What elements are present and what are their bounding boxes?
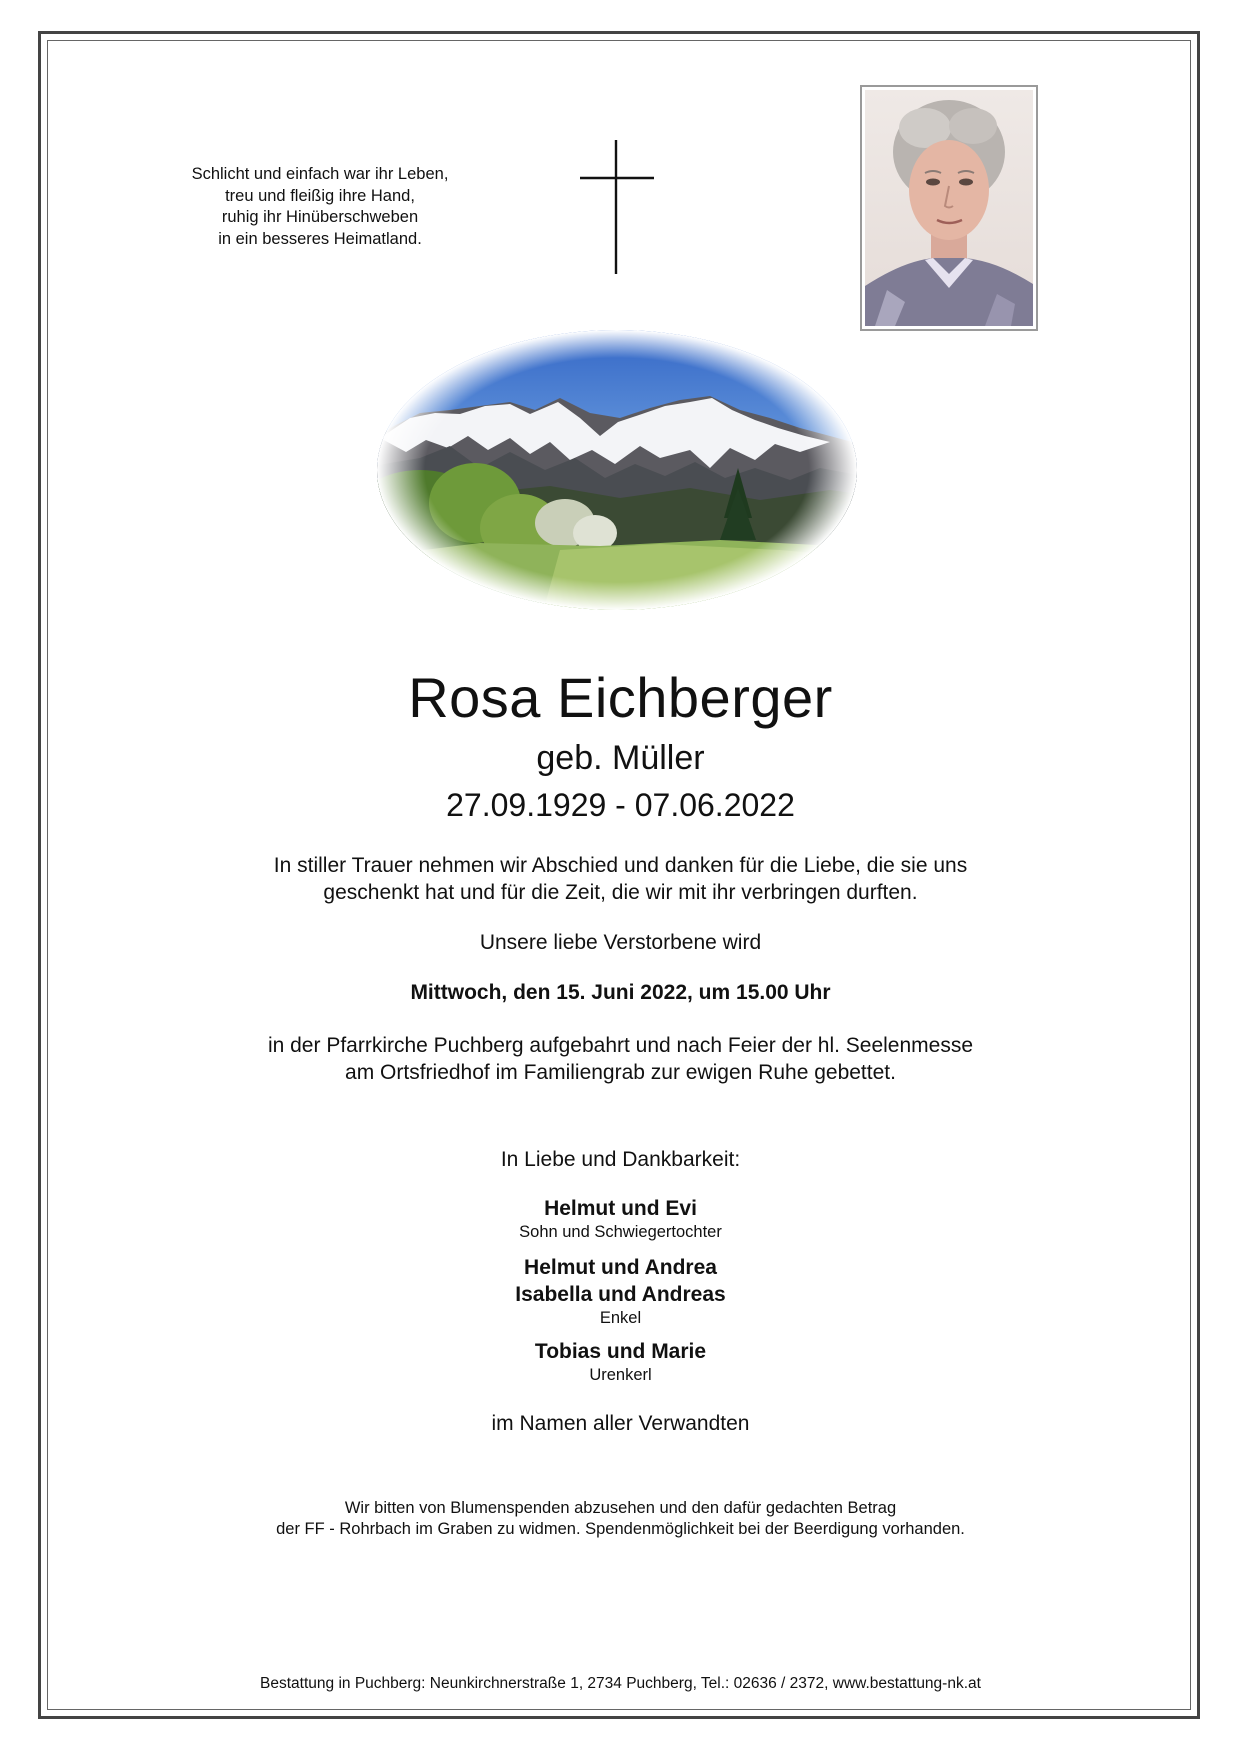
mourner-group <box>150 1338 1091 1385</box>
burial-line: am Ortsfriedhof im Familiengrab zur ewigen Ruhe gebettet. <box>345 1061 896 1084</box>
gratitude-heading: In Liebe und Dankbarkeit: <box>500 1148 741 1171</box>
mourner-group <box>150 1195 1091 1242</box>
portrait-photo <box>860 85 1038 331</box>
donation-request <box>150 1498 1091 1540</box>
thanks-paragraph <box>150 852 1091 906</box>
poem <box>155 164 485 250</box>
thanks-line: geschenkt hat und für die Zeit, die wir mit ihr verbringen durften. <box>323 881 918 904</box>
thanks-line: In stiller Trauer nehmen wir Abschied und danken für die Liebe, die sie uns <box>273 854 968 877</box>
mourner-group <box>150 1254 1091 1328</box>
life-dates: 27.09.1929 - 07.06.2022 <box>446 787 795 823</box>
mourner-name: Isabella und Andreas <box>515 1283 726 1306</box>
mourner-relation: Urenkerl <box>589 1366 652 1384</box>
poem-line: ruhig ihr Hinüberschweben <box>221 208 419 226</box>
mourner-name: Helmut und Andrea <box>524 1256 717 1279</box>
poem-line: treu und fleißig ihre Hand, <box>225 186 415 205</box>
mourner-relation: Enkel <box>599 1309 642 1327</box>
mourner-name: Helmut und Evi <box>544 1197 697 1220</box>
mourner-relation: Sohn und Schwiegertochter <box>519 1223 722 1241</box>
burial-line: in der Pfarrkirche Puchberg aufgebahrt und nach Feier der hl. Seelenmesse <box>267 1034 974 1057</box>
deceased-name: Rosa Eichberger <box>408 666 833 729</box>
donation-line: der FF - Rohrbach im Graben zu widmen. Spendenmöglichkeit bei der Beerdigung vorhanden. <box>276 1520 965 1538</box>
burial-paragraph <box>150 1032 1091 1086</box>
poem-line: in ein besseres Heimatland. <box>218 229 422 248</box>
cross-icon <box>580 138 660 278</box>
poem-line: Schlicht und einfach war ihr Leben, <box>191 165 449 183</box>
maiden-name: geb. Müller <box>536 739 705 777</box>
mountain-landscape <box>360 318 875 623</box>
closing-text: im Namen aller Verwandten <box>491 1412 750 1435</box>
service-date: Mittwoch, den 15. Juni 2022, um 15.00 Uhr <box>410 981 831 1004</box>
mourner-name: Tobias und Marie <box>534 1340 707 1363</box>
funeral-home-footer: Bestattung in Puchberg: Neunkirchnerstraße 1, 2734 Puchberg, Tel.: 02636 / 2372, www.bestattung-nk.at <box>260 1675 981 1692</box>
intro-text: Unsere liebe Verstorbene wird <box>479 931 762 954</box>
donation-line: Wir bitten von Blumenspenden abzusehen und den dafür gedachten Betrag <box>344 1499 897 1517</box>
